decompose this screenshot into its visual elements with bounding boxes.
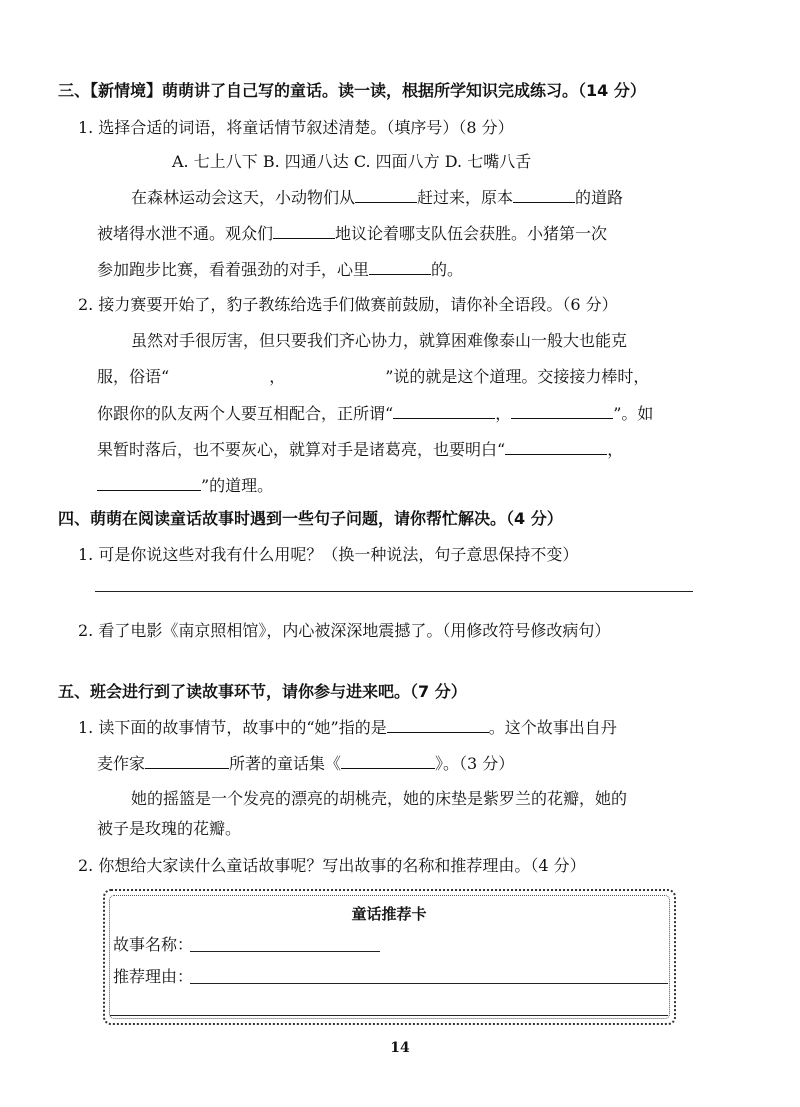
answer-blank[interactable]: [273, 222, 335, 239]
text: 服，俗语“: [97, 367, 170, 386]
text: 的道路: [575, 188, 624, 207]
answer-blank[interactable]: [145, 752, 229, 769]
section4-q2: 2. 看了电影《南京照相馆》，内心被深深地震撼了。（用修改符号修改病句）: [78, 621, 611, 640]
text: 在森林运动会这天，小动物们从: [131, 188, 356, 207]
text: 。这个故事出自丹: [488, 718, 617, 737]
passage1-line1: [131, 186, 623, 209]
section5-q1-line1: [78, 716, 617, 739]
page-number: 14: [390, 1040, 410, 1056]
word-options: A. 七上八下 B. 四通八达 C. 四面八方 D. 七嘴八舌: [172, 152, 532, 171]
text: 1. 读下面的故事情节，故事中的“她”指的是: [78, 718, 387, 737]
text: ”的道理。: [201, 476, 274, 495]
text: ，: [269, 367, 286, 386]
text: 》。（3 分）: [435, 754, 515, 773]
card-title: 童话推荐卡: [351, 905, 427, 923]
answer-blank[interactable]: [511, 402, 613, 419]
answer-blank[interactable]: [513, 186, 575, 203]
section4-q1: 1. 可是你说这些对我有什么用呢？（换一种说法，句子意思保持不变）: [78, 545, 579, 564]
section5-q2: 2. 你想给大家读什么童话故事呢？写出故事的名称和推荐理由。（4 分）: [78, 856, 586, 875]
text: ”说的就是这个道理。交接接力棒时，: [385, 367, 650, 386]
text: 地议论着哪支队伍会获胜。小猪第一次: [335, 224, 608, 243]
answer-blank[interactable]: [387, 716, 489, 733]
answer-blank[interactable]: [369, 258, 431, 275]
text: ”。如: [613, 404, 654, 423]
story-name-line[interactable]: [190, 951, 380, 952]
reason-line-1[interactable]: [190, 983, 668, 984]
passage1-line3: [97, 258, 463, 281]
answer-blank[interactable]: [505, 438, 607, 455]
passage2-line4: [97, 438, 623, 461]
text: ，: [607, 440, 624, 459]
passage2-line3: [97, 402, 653, 425]
reason-label: 推荐理由：: [113, 967, 194, 986]
answer-line[interactable]: [95, 591, 693, 592]
story-name-label: 故事名称：: [113, 935, 194, 954]
passage2-line2: [97, 366, 649, 388]
section4-title: 四、萌萌在阅读童话故事时遇到一些句子问题，请你帮忙解决。（4 分）: [58, 509, 563, 528]
text: 果暂时落后，也不要灰心，就算对手是诸葛亮，也要明白“: [97, 440, 506, 459]
section5-q1-line2: [97, 752, 514, 775]
passage2-line1: 虽然对手很厉害，但只要我们齐心协力，就算困难像泰山一般大也能克: [131, 331, 628, 350]
text: 的。: [431, 260, 464, 279]
section3-title: 三、【新情境】萌萌讲了自己写的童话。读一读，根据所学知识完成练习。（14 分）: [58, 81, 646, 100]
reason-line-2[interactable]: [110, 1015, 668, 1016]
passage1-line2: [97, 222, 607, 245]
text: ，: [495, 404, 512, 423]
answer-blank[interactable]: [355, 186, 417, 203]
section3-q1: 1. 选择合适的词语，将童话情节叙述清楚。（填序号）（8 分）: [78, 118, 514, 137]
text: 被堵得水泄不通。观众们: [97, 224, 274, 243]
answer-blank[interactable]: [341, 752, 435, 769]
story-line2: 被子是玫瑰的花瓣。: [97, 819, 242, 838]
passage2-line5: [97, 474, 273, 497]
story-line1: 她的摇篮是一个发亮的漂亮的胡桃壳，她的床垫是紫罗兰的花瓣，她的: [131, 789, 628, 808]
text: 麦作家: [97, 754, 146, 773]
text: 参加跑步比赛，看着强劲的对手，心里: [97, 260, 370, 279]
section5-title: 五、班会进行到了读故事环节，请你参与进来吧。（7 分）: [58, 682, 467, 701]
text: 所著的童话集《: [229, 754, 342, 773]
answer-blank[interactable]: [97, 474, 201, 491]
text: 你跟你的队友两个人要互相配合，正所谓“: [97, 404, 394, 423]
answer-blank[interactable]: [393, 402, 495, 419]
section3-q2: 2. 接力赛要开始了，豹子教练给选手们做赛前鼓励，请你补全语段。（6 分）: [78, 295, 618, 314]
text: 赶过来，原本: [417, 188, 514, 207]
